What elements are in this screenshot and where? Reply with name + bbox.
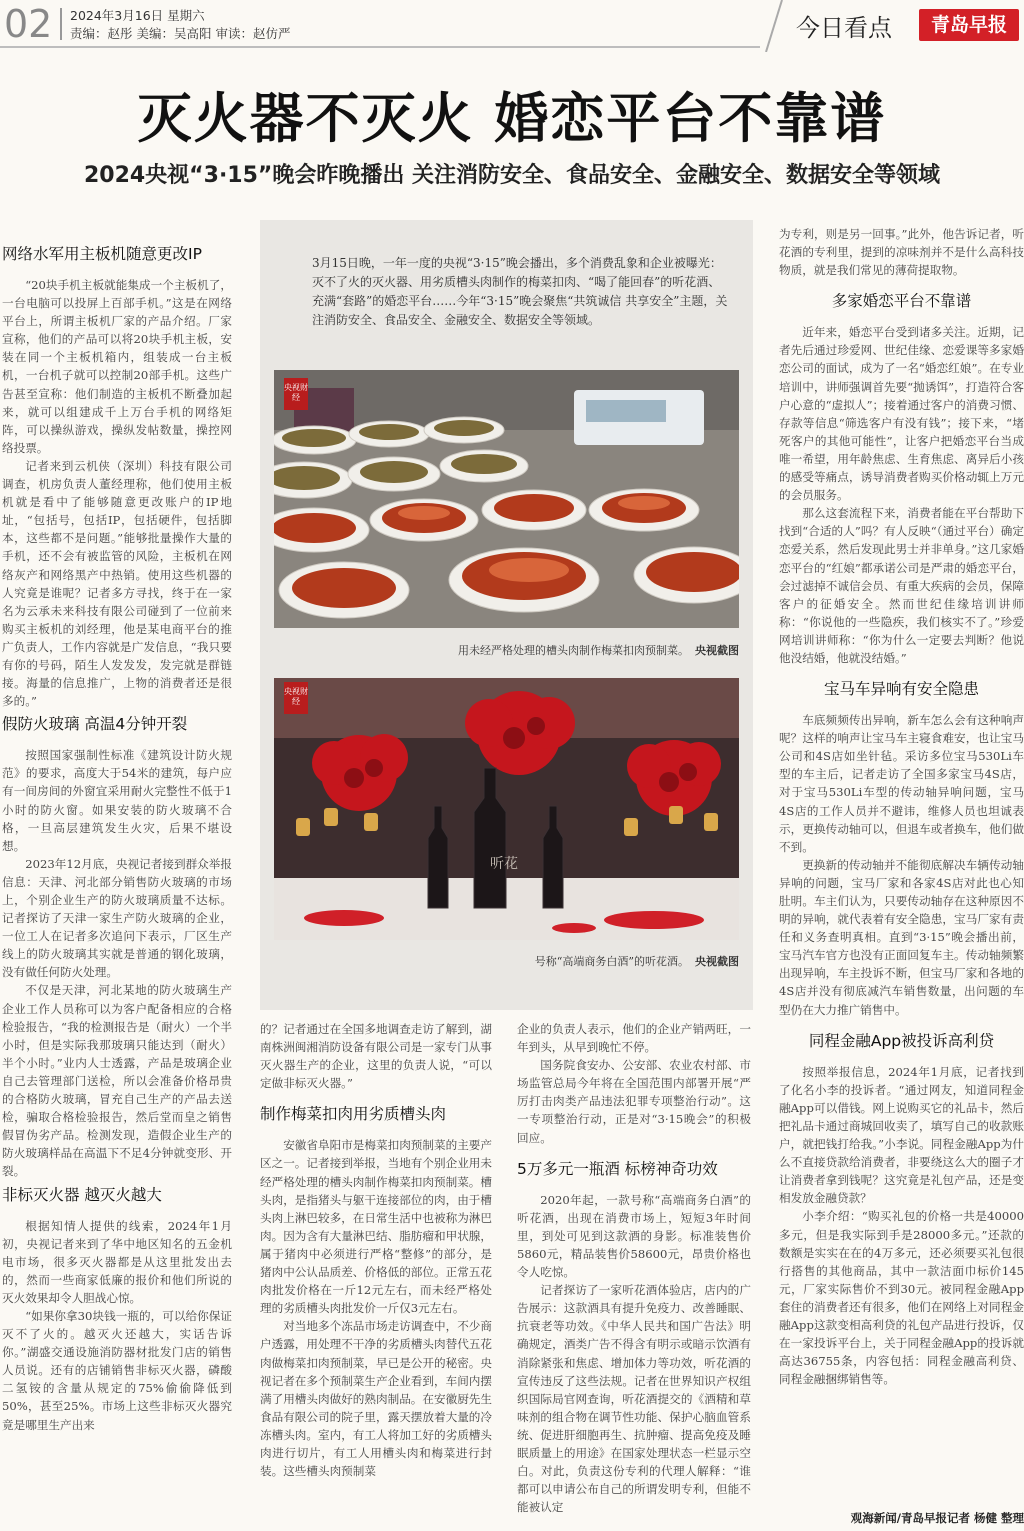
subheadline: 2024央视“3·15”晚会昨晚播出 关注消防安全、食品安全、金融安全、数据安全等领域 [83,163,941,188]
page-number: 02 [4,2,53,46]
paragraph: 更换新的传动轴并不能彻底解决车辆传动轴异响的问题，宝马厂家和各家4S店对此也心知肚明。车主们认为，只要传动轴存在这种原因不明的异响，就代表着有安全隐患，宝马厂家有责任和义务查明真相。直到“3·15”晚会播出前，宝马汽车官方也没有正面回复车主。传动轴频繁出现异响，车主投诉不断，但宝马厂家和各地的4S店并没有彻底减汽车销售数量，出问题的车型仍在大力推广销售中。 [779,857,1024,1017]
section-heading: 5万多元一瓶酒 标榜神奇功效 [517,1159,718,1178]
section-heading: 假防火玻璃 高温4分钟开裂 [2,715,188,734]
liquor-display-illustration [274,678,739,940]
section-heading: 网络水军用主板机随意更改IP [2,245,202,263]
photo-pork-dishes [274,370,739,628]
masthead-bar [0,0,1024,52]
paragraph: 按照国家强制性标准《建筑设计防火规范》的要求，高度大于54米的建筑，每户应有一间房间的外窗宜采用耐火完整性不低于1小时的防火窗。如果安装的防火玻璃不合格，一旦高层建筑发生火灾，后果不堪设想。 [2,748,232,853]
paragraph: “如果你拿30块钱一瓶的，可以给你保证灭不了火的。越灭火还越大，实话告诉你。”湖盛交通设施消防器材批发门店的销售人员说。还有的店铺销售非标灭火器，磷酸二氢铵的含量从规定的75%偷偷降低到50%，甚至25%。市场上这些非标灭火器究竟是哪里生产出来 [2,1308,232,1432]
paragraph: 2020年起，一款号称“高端商务白酒”的听花酒，出现在消费市场上，短短3年时间里，到处可见到这款酒的身影。标准装售价5860元，精品装售价58600元，昂贵价格也令人吃惊。 [517,1192,751,1280]
photo-credit: 央视截图 [695,955,739,968]
section-heading: 制作梅菜扣肉用劣质槽头肉 [260,1105,447,1124]
newspaper-logo: 青岛早报 [919,9,1019,41]
paragraph: 安徽省阜阳市是梅菜扣肉预制菜的主要产区之一。记者接到举报，当地有个别企业用未经严格处理的槽头肉制作梅菜扣肉预制菜。槽头肉，是指猪头与躯干连接部位的肉，由于槽头肉上淋巴较多，在日常生活中也被称为淋巴肉。因为含有大量淋巴结、脂肪瘤和甲状腺，属于猪肉中必须进行严格“整修”的部分，是猪肉中公认品质差、价格低的部位。正常五花肉批发价格在一斤12元左右，而未经严格处理的劣质槽头肉批发价一斤仅3元左右。 [260,1138,492,1316]
photo-credit: 央视截图 [695,644,739,657]
paragraph: 按照举报信息，2024年1月底，记者找到了化名小李的投诉者。“通过网友，知道同程金融App可以借钱。网上说购买它的礼品卡，然后把礼品卡通过商城回收卖了，填写自己的收款账户，就把钱打给我。”小李说。同程金融App为什么不直接贷款给消费者，非要绕这么大的圈子才让消费者拿到钱呢？这究竟是礼包产品，还是变相发放金融贷款？ [779,1064,1024,1206]
article-column-4 [779,225,1024,1505]
paragraph: 记者探访了一家听花酒体验店，店内的广告展示：这款酒具有提升免疫力、改善睡眠、抗衰老等功效。《中华人民共和国广告法》明确规定，酒类广告不得含有明示或暗示饮酒有消除紧张和焦虑、增加体力等功效，听花酒的宣传违反了这些法规。记者在世界知识产权组织国际局官网查询，听花酒提交的《酒精和草味剂的组合物在调节性功能、保护心脑血管系统、促进肝细胞再生、抗肿瘤、提高免疫及睡眠质量上的用途》在国家处理状态一栏显示空白。对此，负责这份专利的代理人解释：“谁都可以申请公布自己的所谓发明专利，但能不能被认定 [517,1283,751,1515]
editors-line: 责编：赵彤 美编：吴高阳 审读：赵仿严 [70,26,291,41]
pork-dishes-illustration [274,370,739,628]
photo-caption-2 [274,953,739,969]
article-column-3 [517,1020,751,1531]
caption-text: 号称“高端商务白酒”的听花酒。 [534,955,689,968]
paragraph: 对当地多个冻品市场走访调查中，不少商户透露，用处理不干净的劣质槽头肉替代五花肉做梅菜扣肉预制菜，早已是公开的秘密。央视记者在多个预制菜生产企业看到，车间内摆满了用槽头肉做好的熟肉制品。在安徽厨先生食品有限公司的院子里，露天摆放着大量的冷冻槽头肉。室内，有工人将加工好的劣质槽头肉进行切片，有工人用槽头肉和梅菜进行封装。这些槽头肉预制菜 [260,1319,492,1479]
header-rule [0,46,760,48]
paragraph: 小李介绍：“购买礼包的价格一共是40000多元，但是我实际到手是28000多元。”还款的数额是实实在在的4万多元，还必须要买礼包很行搭售的其他商品，其中一款洁面巾标价145元，厂家实际售价不到30元。被同程金融App套住的消费者还有很多，他们在网络上对同程金融App这款变相高利贷的礼包产品进行投诉，仅在一家投诉平台上，关于同程金融App的投诉就高达36755条，内容包括：同程金融高利贷、同程金融捆绑销售等。 [779,1209,1024,1387]
photo-caption-1 [274,642,739,658]
paragraph: 根据知情人提供的线索，2024年1月初，央视记者来到了华中地区知名的五金机电市场，很多灭火器都是从这里批发出去的，然而一些商家低廉的报价和他们所说的灭火效果却令人胆战心惊。 [2,1218,232,1305]
bottle-label-text: 听花 [490,856,518,872]
paragraph: 不仅是天津，河北某地的防火玻璃生产企业工作人员称可以为客户配备相应的合格检验报告，“我的检测报告是（耐火）一个半小时，但是实际我那玻璃只能达到（耐火）半个小时。”业内人士透露，产品是玻璃企业自己去管理部门送检，所以会准备价格昂贵的合格防火玻璃，冒充自己生产的产品去送检，骗取合格检验报告，然后堂而皇之销售假冒伪劣产品。检测发现，造假企业生产的防火玻璃样品在高温下不足4分钟就变形、开裂。 [2,983,232,1179]
paragraph: 车底频频传出异响，新车怎么会有这种响声呢？这样的响声让宝马车主寝食难安，也让宝马公司和4S店如坐针毡。采访多位宝马530Li车型的车主后，记者走访了全国多家宝马4S店，对于宝马530Li车型的传动轴异响问题，宝马4S店的工作人员并不避讳，维修人员也坦诚表示，更换传动轴可以，但退车或者换车，他们做不到。 [779,713,1024,854]
lead-paragraph: 3月15日晚，一年一度的央视“3·15”晚会播出，多个消费乱象和企业被曝光：灭不了火的灭火器、用劣质槽头肉制作的梅菜扣肉、“喝了能回春”的听花酒、充满“套路”的婚恋平台……今年“3·15”晚会聚焦“共筑诚信 共享安全”主题，关注消防安全、食品安全、金融安全、数据安全等领域。 [312,256,728,327]
cctv-watermark: 央视财经 [284,682,308,714]
date-line: 2024年3月16日 星期六 [70,8,205,23]
section-heading: 多家婚恋平台不靠谱 [831,292,972,311]
caption-text: 用未经严格处理的槽头肉制作梅菜扣肉预制菜。 [458,644,689,657]
paragraph: 那么这套流程下来，消费者能在平台帮助下找到“合适的人”吗？有人反映“（通过平台）确定恋爱关系，然后发现此男士并非单身。”这几家婚恋平台的“红娘”都承诺公司是严肃的婚恋平台，会过滤掉不诚信会员、有重大疾病的会员，保障客户的征婚安全。然而世纪佳缘培训讲师称：“你说他的一些隐疾，我们核实不了。”珍爱网培训讲师称：“你为什么一定要去判断？他说他没结婚，他就没结婚。” [779,506,1024,665]
headline: 灭火器不灭火 婚恋平台不靠谱 [137,87,887,150]
paragraph: 2023年12月底，央视记者接到群众举报信息：天津、河北部分销售防火玻璃的市场上，个别企业生产的防火玻璃质量不达标。记者探访了天津一家生产防火玻璃的企业，一位工人在记者多次追问下表示，厂区生产线上的防火玻璃其实就是普通的钢化玻璃，没有做任何防火处理。 [2,856,232,980]
cctv-watermark: 央视财经 [284,378,308,410]
paragraph: 的？记者通过在全国多地调查走访了解到，湖南株洲闽湘消防设备有限公司是一家专门从事灭火器生产的企业，这里的负责人说，“可以定做非标灭火器。” [260,1022,492,1091]
article-column-1 [2,240,232,1531]
article-column-2 [260,1020,492,1531]
photo-box [260,220,753,1010]
paragraph: 记者来到云机侠（深圳）科技有限公司调查，机房负责人董经理称，他们使用主板机就是看中了能够随意更改账户的IP地址，“包括号，包括IP，包括硬件，包括脚本，这些都不是问题。”能够批量操作大量的手机，还不会有被监管的风险，主板机在网络灰产和网络黑产中热销。使用这些机器的人究竟是谁呢？记者多方寻找，终于在一家名为云承未来科技有限公司碰到了一位前来购买主板机的刘经理，他是某电商平台的推广负责人，工作内容就是广发信息，“我只要有你的号码，陌生人发发发，发完就是群链接。海量的信息推广，上物的消费者还是很多的。” [2,458,232,709]
paragraph: 为专利，则是另一回事。”此外，他告诉记者，听花酒的专利里，提到的凉味剂并不是什么高科技物质，就是我们常见的薄荷提取物。 [779,227,1024,278]
paragraph: “20块手机主板就能集成一个主板机了，一台电脑可以投屏上百部手机。”这是在网络平台上，所谓主板机厂家的产品介绍。厂家宣称，他们的产品可以将20块手机主板，安装在同一个主板机箱内，组装成一台主板机，一台机子就可以控制20部手机。这些广告甚至宣称：他们制造的主板机不断叠加起来，就可以组建成千上万台手机的网络矩阵，可以操纵游戏，操纵发帖数量，操控网络投票。 [2,278,232,455]
section-heading: 非标灭火器 越灭火越大 [2,1185,162,1204]
photo-tinghua-liquor [274,678,739,940]
paragraph: 近年来，婚恋平台受到诸多关注。近期，记者先后通过珍爱网、世纪佳缘、恋爱课等多家婚恋公司的面试，成为了一名“婚恋红娘”。在专业培训中，讲师强调首先要“抛诱饵”，打造符合客户心意的“虚拟人”；接着通过客户的消费习惯、存款等信息“筛选客户有没有钱”；接下来，“堵死客户的其他可能性”，让客户把婚恋平台当成唯一希望，用年龄焦虑、生育焦虑、离异后小孩的感受等痛点，诱导消费者购买价格动辄上万元的会员服务。 [779,325,1024,503]
paragraph: 企业的负责人表示，他们的企业产销两旺，一年到头，从早到晚忙不停。 [517,1022,751,1055]
paragraph: 国务院食安办、公安部、农业农村部、市场监管总局今年将在全国范围内部署开展“严厉打击肉类产品违法犯罪专项整治行动”。这一专项整治行动，正是对“3·15晚会”的积极回应。 [517,1058,751,1145]
header-divider [60,8,62,40]
slash-divider [762,0,784,52]
section-heading: 同程金融App被投诉高利贷 [808,1031,995,1050]
section-heading: 宝马车异响有安全隐患 [823,680,979,699]
section-title: 今日看点 [796,14,892,42]
byline: 观海新闻/青岛早报记者 杨健 整理 [850,1511,1024,1525]
